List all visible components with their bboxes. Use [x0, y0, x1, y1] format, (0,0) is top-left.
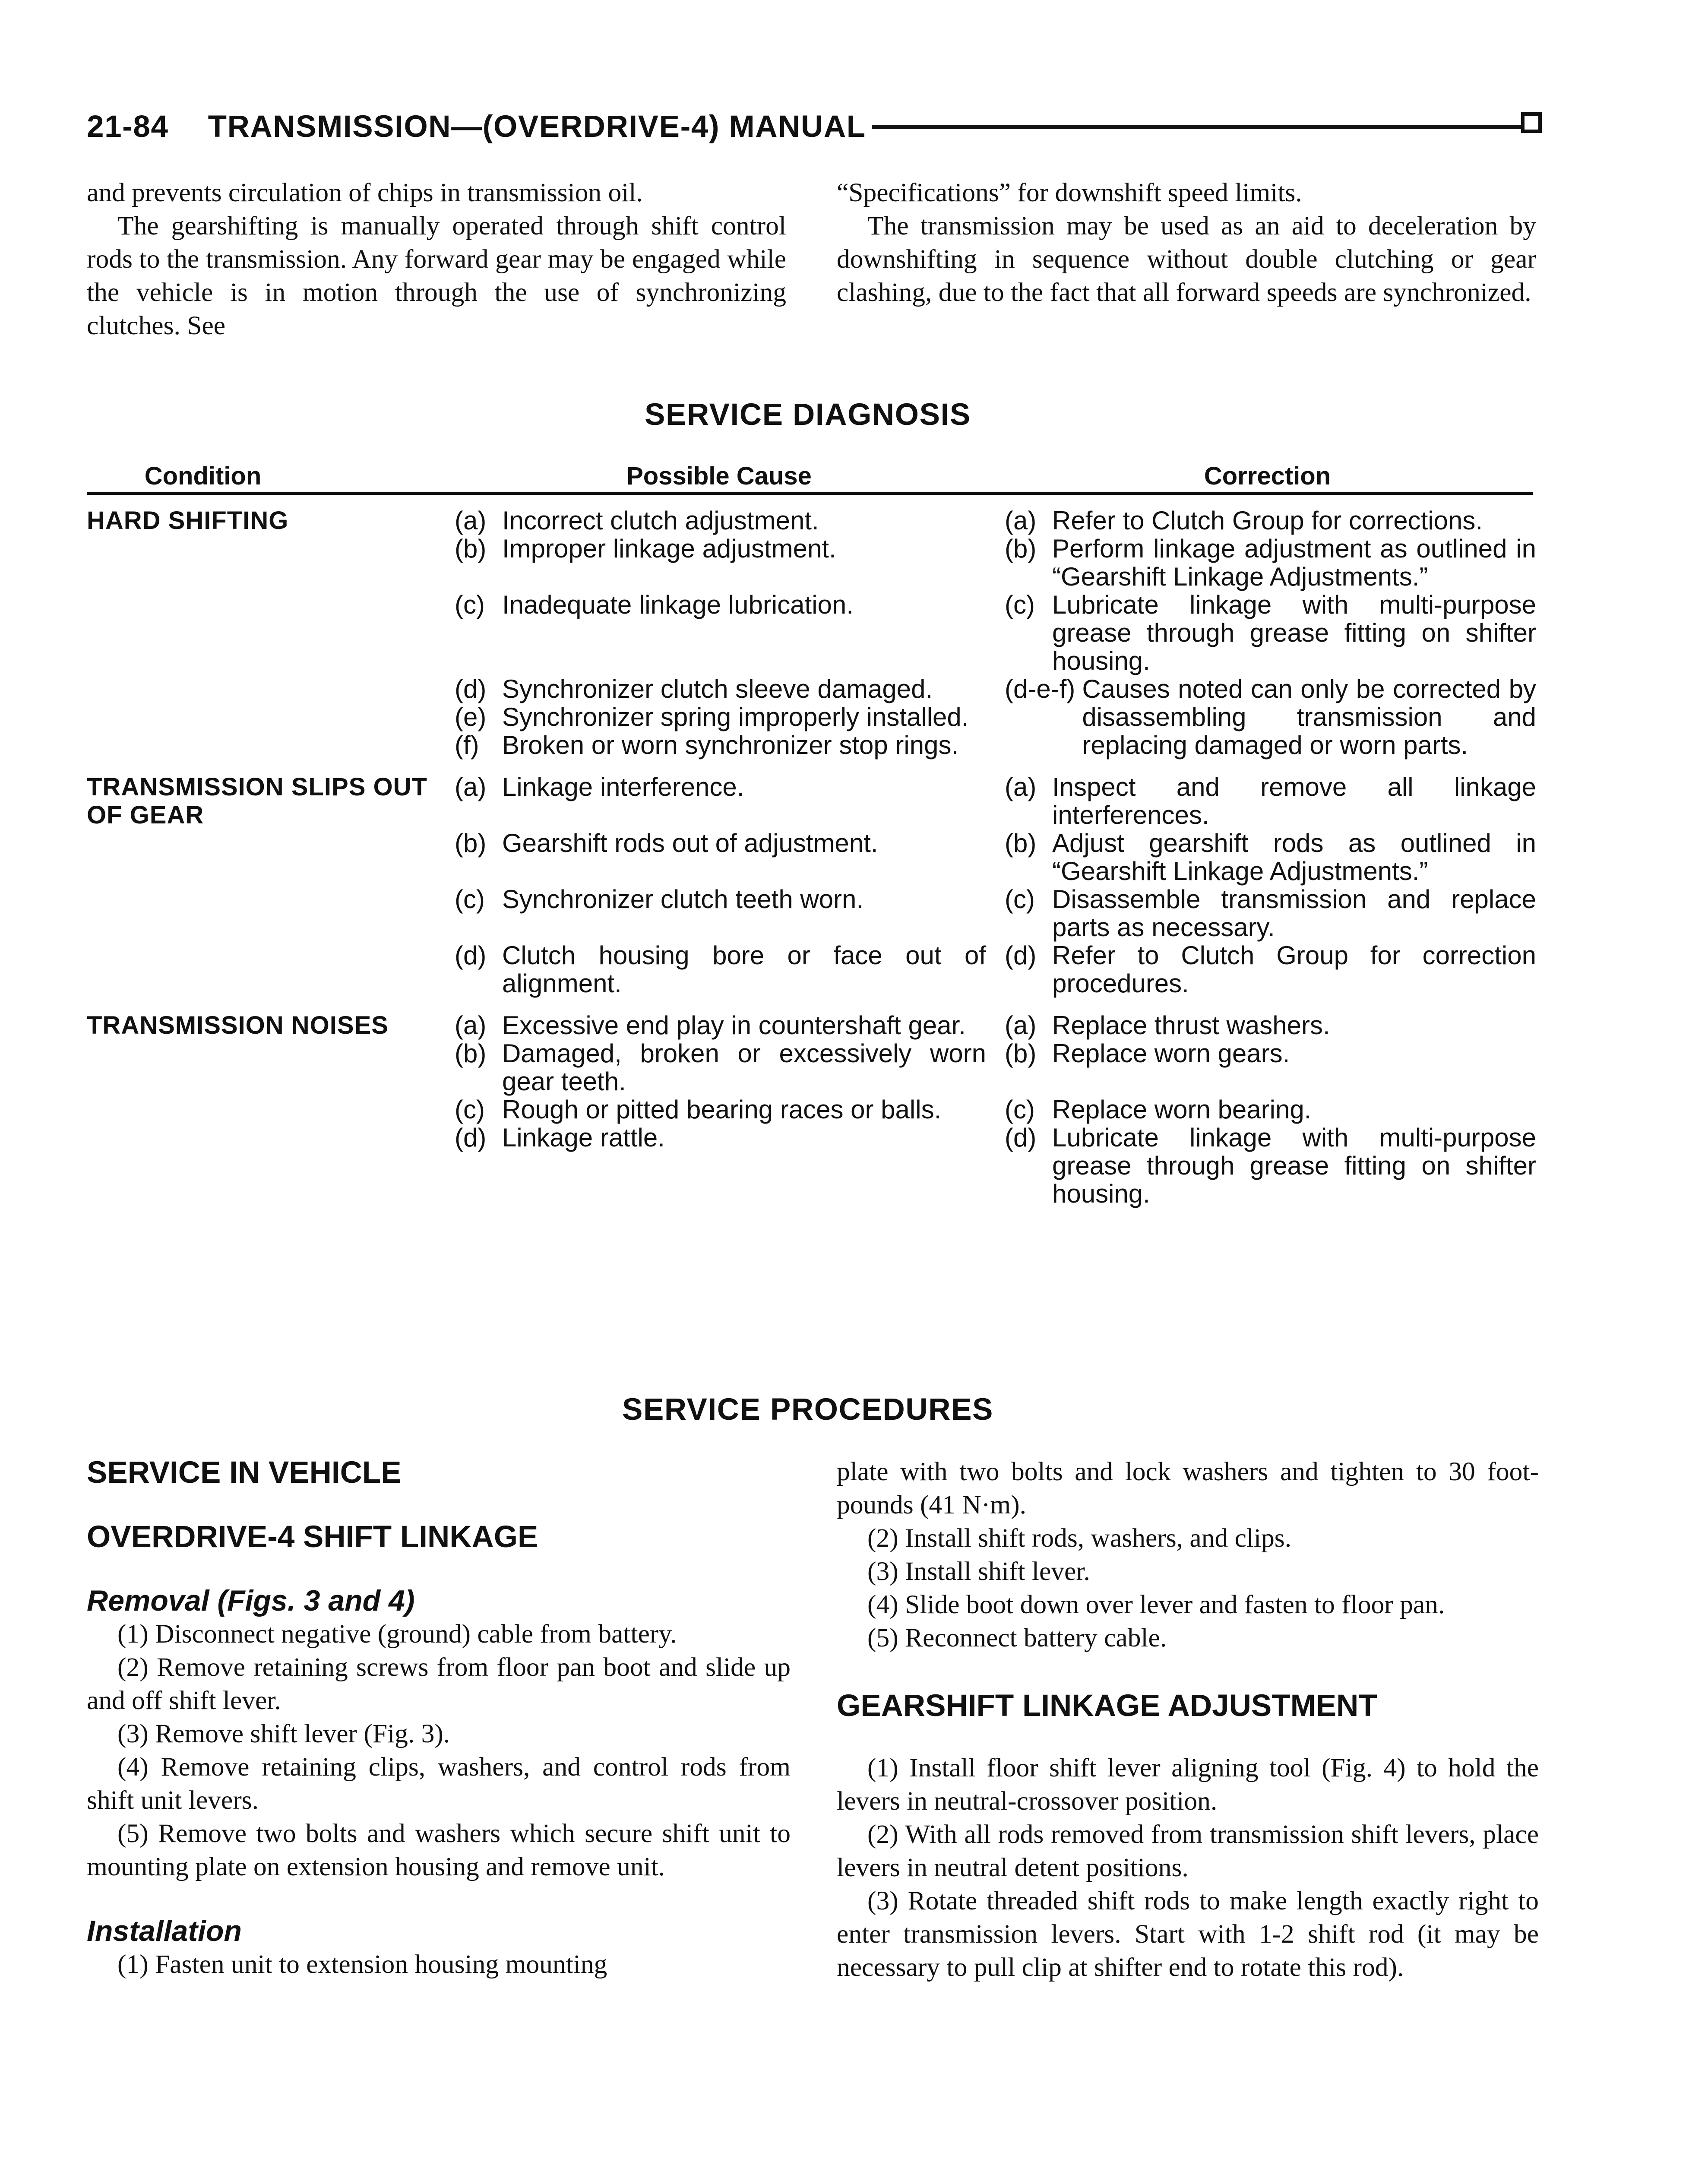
- paragraph: (3) Rotate threaded shift rods to make length exactly right to enter transmission levers. Start with 1-2 shift rod (it may be necessary to pull clip at shifter end to rotate this rod).: [837, 1886, 1539, 1982]
- square-icon: [1521, 112, 1542, 133]
- cause-correction-pair: [455, 1124, 1536, 1208]
- correction-text: Adjust gearshift rods as outlined in “Gearshift Linkage Adjustments.”: [1052, 829, 1536, 886]
- correction-text: Lubricate linkage with multi-purpose grease through grease fitting on shifter housing.: [1052, 1123, 1536, 1208]
- cause-label: (f): [455, 731, 479, 760]
- correction-label: (a): [1005, 506, 1037, 535]
- condition-name: TRANSMISSION NOISES: [87, 1011, 389, 1039]
- cause-entry: [455, 941, 986, 997]
- heading-adjustment: GEARSHIFT LINKAGE ADJUSTMENT: [837, 1689, 1377, 1723]
- paragraph: (1) Fasten unit to extension housing mounting: [117, 1950, 607, 1979]
- condition-items: [455, 773, 1536, 997]
- paragraph: (2) Install shift rods, washers, and clips.: [867, 1523, 1292, 1553]
- col-correction: Correction: [1204, 462, 1331, 490]
- paragraph: (1) Install floor shift lever aligning tool (Fig. 4) to hold the levers in neutral-crossover position.: [837, 1753, 1539, 1816]
- cause-correction-pair: [455, 1095, 1536, 1124]
- section-title: TRANSMISSION—(OVERDRIVE-4) MANUAL: [208, 110, 866, 144]
- paragraph: (5) Remove two bolts and washers which secure shift unit to mounting plate on extension housing and remove unit.: [87, 1819, 791, 1881]
- paragraph: The gearshifting is manually operated through shift control rods to the transmission. Any forward gear may be engaged while the vehicle is in motion through the use of synchronizing clutches. See: [87, 211, 786, 340]
- cause-label: (a): [455, 772, 487, 801]
- cause-correction-pair: [455, 535, 1536, 591]
- correction-entry: [1005, 1011, 1536, 1039]
- cause-text: Synchronizer clutch teeth worn.: [502, 885, 864, 914]
- cause-text: Inadequate linkage lubrication.: [502, 590, 854, 619]
- cause-text: Gearshift rods out of adjustment.: [502, 829, 878, 858]
- paragraph: “Specifications” for downshift speed limits.: [837, 178, 1302, 207]
- correction-entry: [1005, 829, 1536, 885]
- adjustment-steps: [837, 1751, 1539, 1984]
- correction-label: (c): [1005, 885, 1035, 914]
- cause-text: Excessive end play in countershaft gear.: [502, 1011, 966, 1040]
- header-rule: [872, 125, 1521, 129]
- correction: [1005, 941, 1536, 997]
- col-cause: Possible Cause: [626, 462, 812, 490]
- paragraph: (2) Remove retaining screws from floor pan boot and slide up and off shift lever.: [87, 1652, 791, 1715]
- possible-cause: [455, 1011, 986, 1039]
- possible-cause: [455, 885, 986, 941]
- cause-correction-pair: [455, 591, 1536, 675]
- correction-entry: [1005, 773, 1536, 829]
- condition-name: HARD SHIFTING: [87, 507, 289, 535]
- condition-row: [87, 1011, 1536, 1208]
- cause-entry: [455, 1095, 986, 1124]
- possible-cause: [455, 1095, 986, 1124]
- correction-text: Inspect and remove all linkage interferences.: [1052, 772, 1536, 829]
- paragraph: plate with two bolts and lock washers and tighten to 30 foot-pounds (41 N·m).: [837, 1457, 1539, 1520]
- cause-text: Improper linkage adjustment.: [502, 534, 836, 563]
- cause-correction-pair: [455, 675, 1536, 759]
- cause-correction-pair: [455, 1039, 1536, 1095]
- possible-cause: [455, 773, 986, 829]
- removal-steps: [87, 1618, 791, 1884]
- paragraph: (5) Reconnect battery cable.: [867, 1623, 1167, 1652]
- cause-entry: [455, 591, 986, 619]
- correction: [1005, 535, 1536, 591]
- paragraph: (1) Disconnect negative (ground) cable from battery.: [117, 1619, 677, 1649]
- cause-label: (c): [455, 1095, 485, 1124]
- condition-row: [87, 773, 1536, 997]
- correction-label: (a): [1005, 772, 1037, 801]
- correction-label: (a): [1005, 1011, 1037, 1040]
- installation-steps-continued: [837, 1455, 1539, 1655]
- correction-entry: [1005, 885, 1536, 941]
- cause-entry: [455, 773, 986, 801]
- correction-label: (d): [1005, 1123, 1037, 1152]
- correction-entry: [1005, 1039, 1536, 1067]
- correction-text: Lubricate linkage with multi-purpose grease through grease fitting on shifter housing.: [1052, 590, 1536, 675]
- correction: [1005, 507, 1536, 535]
- cause-text: Broken or worn synchronizer stop rings.: [502, 731, 959, 760]
- correction-entry: [1005, 535, 1536, 591]
- correction-label: (d): [1005, 941, 1037, 970]
- possible-cause: [455, 591, 986, 675]
- page-header: [87, 109, 1542, 144]
- correction-text: Replace worn gears.: [1052, 1039, 1290, 1068]
- correction-text: Replace thrust washers.: [1052, 1011, 1330, 1040]
- paragraph: (3) Install shift lever.: [867, 1557, 1090, 1586]
- cause-entry: [455, 507, 986, 535]
- condition-items: [455, 507, 1536, 759]
- correction: [1005, 675, 1536, 759]
- procedures-right: [837, 1455, 1539, 1984]
- cause-label: (e): [455, 703, 487, 731]
- cause-label: (d): [455, 1123, 487, 1152]
- correction: [1005, 829, 1536, 885]
- paragraph: and prevents circulation of chips in transmission oil.: [87, 178, 643, 207]
- correction-label: (b): [1005, 1039, 1037, 1068]
- correction-text: Causes noted can only be corrected by disassembling transmission and replacing damaged or worn parts.: [1082, 674, 1536, 760]
- correction-entry: [1005, 1095, 1536, 1124]
- cause-entry: [455, 1124, 986, 1152]
- possible-cause: [455, 1124, 986, 1208]
- correction-entry: [1005, 1124, 1536, 1208]
- possible-cause: [455, 675, 986, 759]
- possible-cause: [455, 507, 986, 535]
- cause-entry: [455, 1039, 986, 1095]
- col-condition: Condition: [144, 462, 262, 490]
- paragraph: (3) Remove shift lever (Fig. 3).: [117, 1719, 450, 1748]
- cause-text: Damaged, broken or excessively worn gear teeth.: [502, 1039, 986, 1096]
- correction-text: Perform linkage adjustment as outlined in “Gearshift Linkage Adjustments.”: [1052, 534, 1536, 591]
- cause-text: Synchronizer spring improperly installed.: [502, 703, 969, 731]
- cause-correction-pair: [455, 773, 1536, 829]
- cause-label: (d): [455, 674, 487, 703]
- cause-correction-pair: [455, 1011, 1536, 1039]
- correction-text: Refer to Clutch Group for corrections.: [1052, 506, 1483, 535]
- cause-entry: [455, 1011, 986, 1039]
- correction-label: (d-e-f): [1005, 674, 1075, 703]
- intro-left: [87, 176, 786, 342]
- cause-label: (d): [455, 941, 487, 970]
- diagnosis-title: SERVICE DIAGNOSIS: [645, 398, 971, 432]
- table-rule: [87, 492, 1533, 495]
- cause-label: (b): [455, 1039, 487, 1068]
- correction-entry: [1005, 675, 1536, 759]
- cause-entry: [455, 675, 986, 703]
- cause-label: (c): [455, 590, 485, 619]
- paragraph: The transmission may be used as an aid to deceleration by downshifting in sequence without double clutching or gear clashing, due to the fact that all forward speeds are synchronized.: [837, 211, 1536, 307]
- correction: [1005, 1011, 1536, 1039]
- correction-text: Disassemble transmission and replace parts as necessary.: [1052, 885, 1536, 942]
- cause-label: (b): [455, 829, 487, 858]
- correction-label: (c): [1005, 1095, 1035, 1124]
- correction-entry: [1005, 591, 1536, 675]
- possible-cause: [455, 1039, 986, 1095]
- procedures-title: SERVICE PROCEDURES: [622, 1393, 993, 1427]
- correction: [1005, 1124, 1536, 1208]
- paragraph: (4) Slide boot down over lever and fasten to floor pan.: [867, 1590, 1445, 1619]
- cause-entry: [455, 535, 986, 563]
- heading-installation: Installation: [87, 1915, 242, 1947]
- diagnosis-table: [87, 507, 1536, 1222]
- cause-entry: [455, 885, 986, 913]
- paragraph: (2) With all rods removed from transmission shift levers, place levers in neutral detent positions.: [837, 1820, 1539, 1882]
- cause-correction-pair: [455, 507, 1536, 535]
- paragraph: (4) Remove retaining clips, washers, and control rods from shift unit levers.: [87, 1752, 791, 1815]
- page-number: 21-84: [87, 110, 169, 144]
- cause-entry: [455, 703, 986, 731]
- cause-entry: [455, 731, 986, 759]
- correction: [1005, 773, 1536, 829]
- condition-name: TRANSMISSION SLIPS OUT OF GEAR: [87, 773, 427, 829]
- intro-right: [837, 176, 1536, 309]
- correction: [1005, 885, 1536, 941]
- correction-label: (b): [1005, 534, 1037, 563]
- correction-entry: [1005, 507, 1536, 535]
- cause-text: Linkage rattle.: [502, 1123, 665, 1152]
- cause-text: Incorrect clutch adjustment.: [502, 506, 819, 535]
- correction-entry: [1005, 941, 1536, 997]
- cause-label: (c): [455, 885, 485, 914]
- installation-steps: [87, 1948, 791, 1981]
- cause-text: Clutch housing bore or face out of alignment.: [502, 941, 986, 998]
- correction: [1005, 1039, 1536, 1095]
- procedures-left: [87, 1455, 791, 1981]
- heading-service-in-vehicle: SERVICE IN VEHICLE: [87, 1456, 402, 1490]
- cause-text: Linkage interference.: [502, 772, 744, 801]
- cause-correction-pair: [455, 829, 1536, 885]
- correction: [1005, 1095, 1536, 1124]
- heading-removal: Removal (Figs. 3 and 4): [87, 1584, 415, 1617]
- cause-label: (b): [455, 534, 487, 563]
- correction-text: Refer to Clutch Group for correction procedures.: [1052, 941, 1536, 998]
- cause-label: (a): [455, 1011, 487, 1040]
- cause-label: (a): [455, 506, 487, 535]
- cause-entry: [455, 829, 986, 857]
- correction-label: (c): [1005, 590, 1035, 619]
- cause-correction-pair: [455, 885, 1536, 941]
- possible-cause: [455, 829, 986, 885]
- possible-cause: [455, 941, 986, 997]
- cause-text: Synchronizer clutch sleeve damaged.: [502, 674, 933, 703]
- condition-items: [455, 1011, 1536, 1208]
- condition-row: [87, 507, 1536, 759]
- cause-text: Rough or pitted bearing races or balls.: [502, 1095, 942, 1124]
- possible-cause: [455, 535, 986, 591]
- correction: [1005, 591, 1536, 675]
- correction-label: (b): [1005, 829, 1037, 858]
- cause-correction-pair: [455, 941, 1536, 997]
- correction-text: Replace worn bearing.: [1052, 1095, 1312, 1124]
- heading-shift-linkage: OVERDRIVE-4 SHIFT LINKAGE: [87, 1520, 538, 1554]
